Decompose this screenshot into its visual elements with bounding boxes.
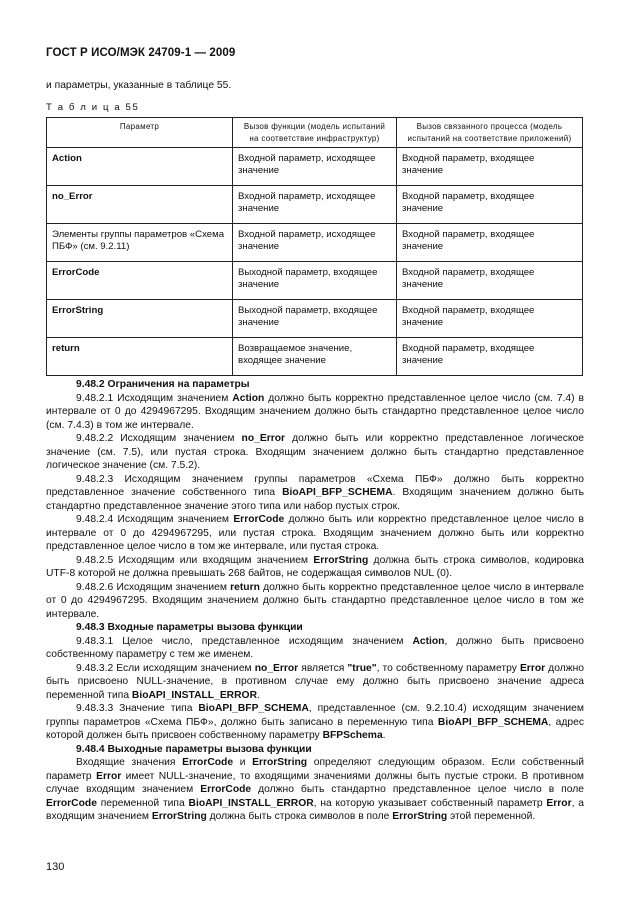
column-header-parameter: Параметр — [47, 118, 233, 148]
paragraph — [46, 702, 584, 743]
body-text — [46, 378, 584, 824]
bold-term: Error — [96, 770, 122, 782]
function-call-cell: Выходной параметр, входящее значение — [233, 262, 397, 300]
bold-term: BFPSchema — [322, 730, 383, 741]
bold-term: BioAPI_INSTALL_ERROR — [188, 797, 314, 809]
text-run: Входящие значения — [76, 757, 183, 768]
text-run: 9.48.3.2 Если исходящим значением — [76, 662, 255, 674]
bold-term: ErrorString — [392, 811, 448, 822]
paragraph — [46, 392, 584, 433]
bold-term: Action — [412, 635, 445, 647]
text-run: переменной типа — [96, 797, 189, 809]
text-run: , представленное (см. 9.2.10.4) исходящим значением группы параметров «Схема ПБФ», должно быть записано в переменную типа — [46, 703, 584, 728]
paragraph — [46, 513, 584, 554]
parameter-cell: ErrorString — [47, 300, 233, 338]
text-run: . Входящим значением должно быть стандартно представленное значение этого типа или набор пустых строк. — [46, 487, 584, 512]
bold-term: 9.48.3 Входные параметры вызова функции — [76, 622, 303, 633]
text-run: 9.48.3.1 Целое число, представленное исходящим значением — [76, 635, 413, 647]
table-header-row — [47, 118, 583, 148]
related-process-cell: Входной параметр, входящее значение — [397, 338, 583, 376]
text-run: должно быть корректно представленное целое число в интервале от 0 до 4294967295. Входящим значением должно быть стандартно представленное целое число в том же интервале. — [46, 581, 584, 620]
function-call-cell: Входной параметр, исходящее значение — [233, 224, 397, 262]
bold-term: Action — [232, 392, 265, 404]
bold-term: no_Error — [254, 662, 299, 674]
bold-term: Error — [519, 662, 546, 674]
text-run: 9.48.2.2 Исходящим значением — [76, 433, 242, 444]
text-run: , то собственному параметру — [376, 662, 520, 674]
bold-term: BioAPI_BFP_SCHEMA — [437, 716, 549, 728]
bold-term: 9.48.2 Ограничения на параметры — [76, 379, 250, 390]
table-row — [47, 224, 583, 262]
text-run: 9.48.2.4 Исходящим значением — [76, 514, 234, 525]
paragraph — [46, 635, 584, 662]
parameters-table — [46, 117, 583, 376]
table-row — [47, 300, 583, 338]
parameter-cell: Action — [47, 148, 233, 186]
text-run: должно быть присвоено NULL-значение, в противном случае ему должно быть присвоено значение адреса переменной типа — [46, 662, 585, 701]
bold-term: ErrorString — [252, 757, 308, 768]
function-call-cell: Возвращаемое значение, входящее значение — [233, 338, 397, 376]
text-run: , на которую указывает собственный параметр — [313, 797, 547, 809]
table-row — [47, 262, 583, 300]
paragraph — [46, 581, 584, 622]
text-run: должно быть или корректно представленное целое число в интервале от 0 до 4294967295, или пустая строка. Входящим значением должно быть или корректно представленное целое число в том же интервале, или пустая строка. — [46, 514, 584, 552]
text-run: определяют следующим образом. Если собственный параметр — [46, 757, 585, 782]
related-process-cell: Входной параметр, входящее значение — [397, 148, 583, 186]
table-row — [47, 186, 583, 224]
section-heading — [46, 743, 584, 757]
paragraph — [46, 554, 584, 581]
table-caption: Т а б л и ц а 55 — [46, 102, 140, 113]
bold-term: ErrorString — [313, 554, 369, 566]
bold-term: no_Error — [241, 433, 286, 444]
function-call-cell: Выходной параметр, входящее значение — [233, 300, 397, 338]
paragraph — [46, 473, 584, 514]
text-run: должно быть или корректно представленное логическое значение (см. 7.5), или пустая строка. Входящим значением должно быть стандартно представленное логическое значение (см. 7.5.2). — [46, 433, 585, 471]
bold-term: "true" — [347, 662, 377, 674]
column-header-function-call: Вызов функции (модель испытаний на соответствие инфраструктур) — [233, 118, 397, 148]
column-header-related-process: Вызов связанного процесса (модель испытаний на соответствие приложений) — [397, 118, 583, 148]
bold-term: ErrorCode — [233, 514, 285, 525]
text-run: должно быть стандартно представленное целое число в поле — [251, 784, 584, 795]
text-run: 9.48.2.3 Исходящим значением группы параметров «Схема ПБФ» должно быть корректно представленное значение собственного типа — [46, 473, 584, 498]
bold-term: BioAPI_BFP_SCHEMA — [198, 703, 309, 714]
parameter-cell: ErrorCode — [47, 262, 233, 300]
related-process-cell: Входной параметр, входящее значение — [397, 224, 583, 262]
table-row — [47, 338, 583, 376]
text-run: 9.48.2.1 Исходящим значением — [76, 392, 233, 404]
bold-term: ErrorString — [151, 811, 207, 822]
text-run: , адрес которой должен быть присвоен собственному параметру — [46, 716, 584, 741]
text-run: этой переменной. — [447, 811, 536, 822]
function-call-cell: Входной параметр, исходящее значение — [233, 148, 397, 186]
text-run: 9.48.3.3 Значение типа — [76, 703, 199, 714]
intro-text: и параметры, указанные в таблице 55. — [46, 80, 232, 91]
text-run: , должно быть присвоено собственному параметру с тем же именем. — [46, 635, 584, 660]
bold-term: ErrorCode — [182, 757, 234, 768]
parameter-cell: no_Error — [47, 186, 233, 224]
text-run: . — [257, 689, 260, 701]
paragraph — [46, 756, 584, 824]
parameter-cell: return — [47, 338, 233, 376]
bold-term: BioAPI_INSTALL_ERROR — [131, 689, 258, 701]
table-row — [47, 148, 583, 186]
text-run: должно быть корректно представленное целое число (см. 7.4) в интервале от 0 до 4294967295. Входящим значением должно быть стандартно представленное целое число (см. 7.4.3) в том же интервале. — [46, 392, 584, 431]
text-run: должна быть строка символов, кодировка UTF-8 которой не должна превышать 268 байтов, не содержащая символов NUL (0). — [46, 554, 584, 579]
bold-term: ErrorCode — [200, 784, 252, 795]
text-run: 9.48.2.5 Исходящим или входящим значением — [76, 554, 314, 566]
text-run: является — [298, 662, 348, 674]
text-run: . — [382, 730, 386, 741]
text-run: имеет NULL-значение, то входящими значениями должны быть пустые строки. В противном случае входящим значением — [46, 770, 584, 795]
related-process-cell: Входной параметр, входящее значение — [397, 262, 583, 300]
text-run: , а входящим значением — [46, 797, 585, 822]
text-run: и — [233, 757, 253, 768]
document-header: ГОСТ Р ИСО/МЭК 24709-1 — 2009 — [46, 47, 236, 59]
related-process-cell: Входной параметр, входящее значение — [397, 186, 583, 224]
text-run: 9.48.2.6 Исходящим значением — [76, 581, 231, 593]
text-run: должна быть строка символов в поле — [206, 811, 393, 822]
section-heading — [46, 378, 584, 392]
paragraph — [46, 662, 584, 703]
bold-term: return — [230, 581, 260, 593]
function-call-cell: Входной параметр, исходящее значение — [233, 186, 397, 224]
bold-term: 9.48.4 Выходные параметры вызова функции — [76, 743, 312, 755]
parameter-cell: Элементы группы параметров «Схема ПБФ» (см. 9.2.11) — [47, 224, 233, 262]
section-heading — [46, 621, 584, 635]
related-process-cell: Входной параметр, входящее значение — [397, 300, 583, 338]
paragraph — [46, 432, 584, 473]
page-number: 130 — [46, 861, 65, 873]
bold-term: BioAPI_BFP_SCHEMA — [282, 487, 393, 498]
bold-term: ErrorCode — [46, 797, 97, 809]
bold-term: Error — [546, 797, 572, 809]
